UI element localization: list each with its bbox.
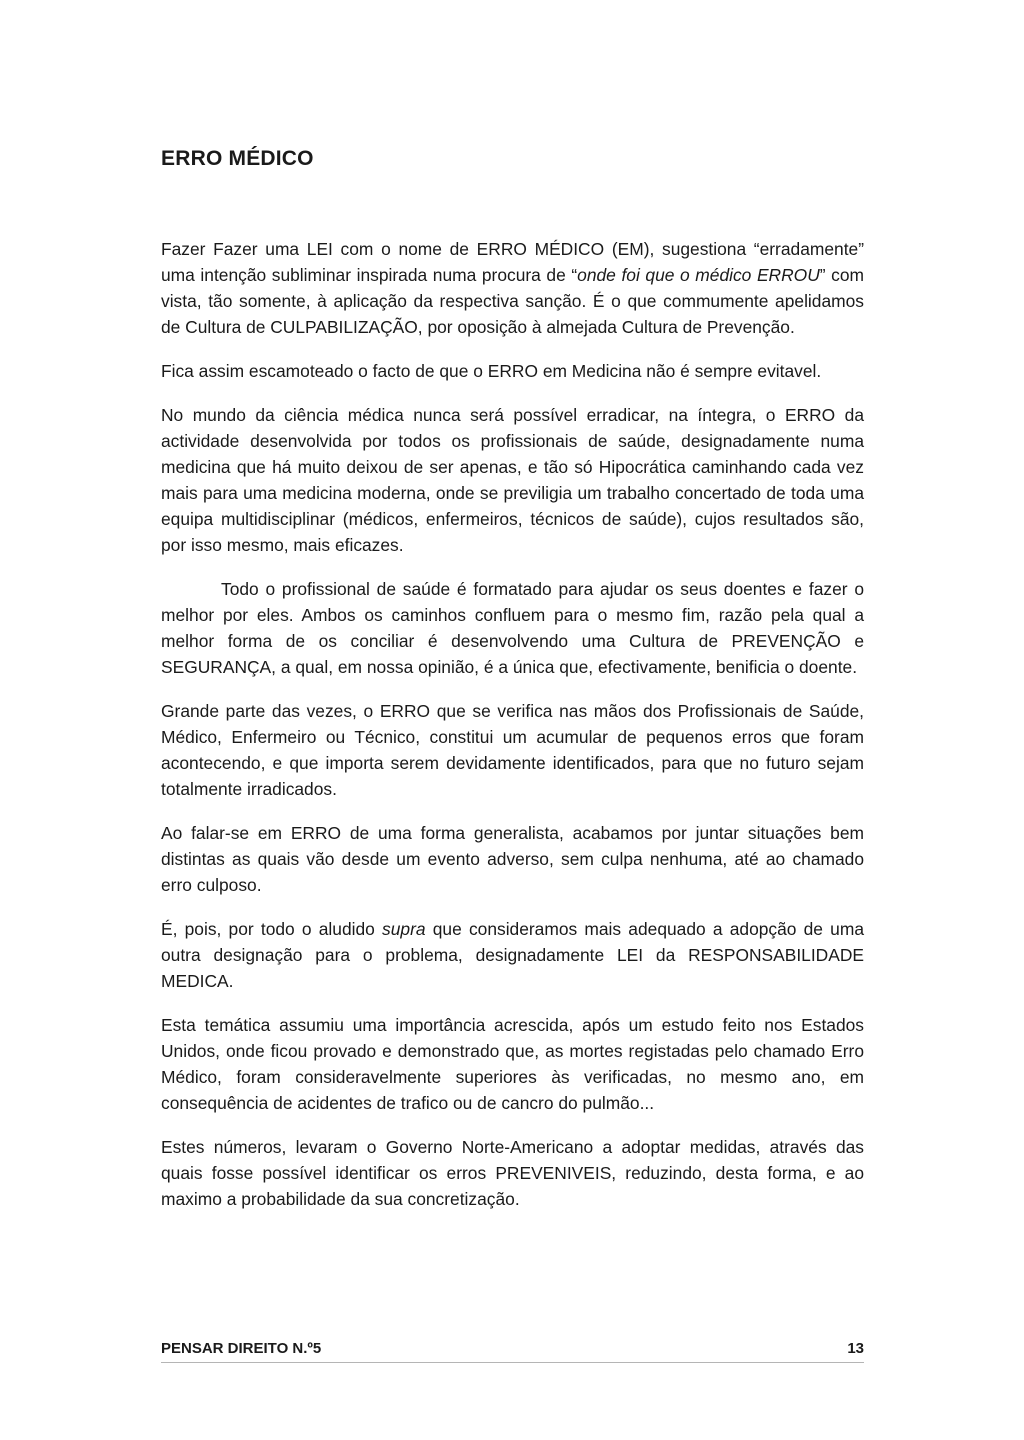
paragraph-6: Ao falar-se em ERRO de uma forma generalista, acabamos por juntar situações bem distintas as quais vão desde um evento adverso, sem culpa nenhuma, até ao chamado erro culposo. — [161, 823, 864, 895]
paragraph-1-text-b: ” com vista, tão somente, à aplicação da respectiva sanção. É o que commumente apelidamos de Cultura de CULPABILIZAÇÃO, por oposição à almejada Cultura de Prevenção. — [161, 265, 864, 337]
page-number: 13 — [847, 1340, 864, 1357]
article-title: ERRO MÉDICO — [161, 147, 314, 170]
paragraph-1 — [161, 236, 864, 340]
paragraph-7 — [161, 916, 864, 994]
paragraph-1-emphasis: onde foi que o médico ERROU — [577, 265, 820, 285]
paragraph-8: Esta temática assumiu uma importância acrescida, após um estudo feito nos Estados Unidos, onde ficou provado e demonstrado que, as mortes registadas pelo chamado Erro Médico, foram consideravelmente superiores às verificadas, no mesmo ano, em consequência de acidentes de trafico ou de cancro do pulmão... — [161, 1015, 864, 1113]
paragraph-4: Todo o profissional de saúde é formatado para ajudar os seus doentes e fazer o melhor por eles. Ambos os caminhos confluem para o mesmo fim, razão pela qual a melhor forma de os conciliar é desenvolvendo uma Cultura de PREVENÇÃO e SEGURANÇA, a qual, em nossa opinião, é a única que, efectivamente, benificia o doente. — [161, 579, 864, 677]
paragraph-1-text-a: Fazer Fazer uma LEI com o nome de ERRO MÉDICO (EM), sugestiona “erradamente” uma intenção subliminar inspirada numa procura de “ — [161, 239, 864, 285]
paragraph-3: No mundo da ciência médica nunca será possível erradicar, na íntegra, o ERRO da actividade desenvolvida por todos os profissionais de saúde, designadamente numa medicina que há muito deixou de ser apenas, e tão só Hipocrática caminhando cada vez mais para uma medicina moderna, onde se previligia um trabalho concertado de toda uma equipa multidisciplinar (médicos, enfermeiros, técnicos de saúde), cujos resultados são, por isso mesmo, mais eficazes. — [161, 405, 864, 555]
paragraph-7-text-b: que consideramos mais adequado a adopção de uma outra designação para o problema, designadamente LEI da RESPONSABILIDADE MEDICA. — [161, 919, 865, 991]
paragraph-7-emphasis: supra — [382, 919, 426, 939]
paragraph-5: Grande parte das vezes, o ERRO que se verifica nas mãos dos Profissionais de Saúde, Médico, Enfermeiro ou Técnico, constitui um acumular de pequenos erros que foram acontecendo, e que importa serem devidamente identificados, para que no futuro sejam totalmente irradicados. — [161, 701, 864, 799]
paragraph-7-text-a: É, pois, por todo o aludido — [161, 919, 383, 939]
document-page — [161, 0, 864, 1440]
publication-name: PENSAR DIREITO N.º5 — [161, 1340, 322, 1357]
paragraph-2: Fica assim escamoteado o facto de que o ERRO em Medicina não é sempre evitavel. — [161, 361, 822, 381]
page-footer — [161, 1340, 864, 1363]
paragraph-9: Estes números, levaram o Governo Norte-Americano a adoptar medidas, através das quais fosse possível identificar os erros PREVENIVEIS, reduzindo, desta forma, e ao maximo a probabilidade da sua concretização. — [161, 1137, 864, 1209]
article-body — [161, 236, 864, 1230]
